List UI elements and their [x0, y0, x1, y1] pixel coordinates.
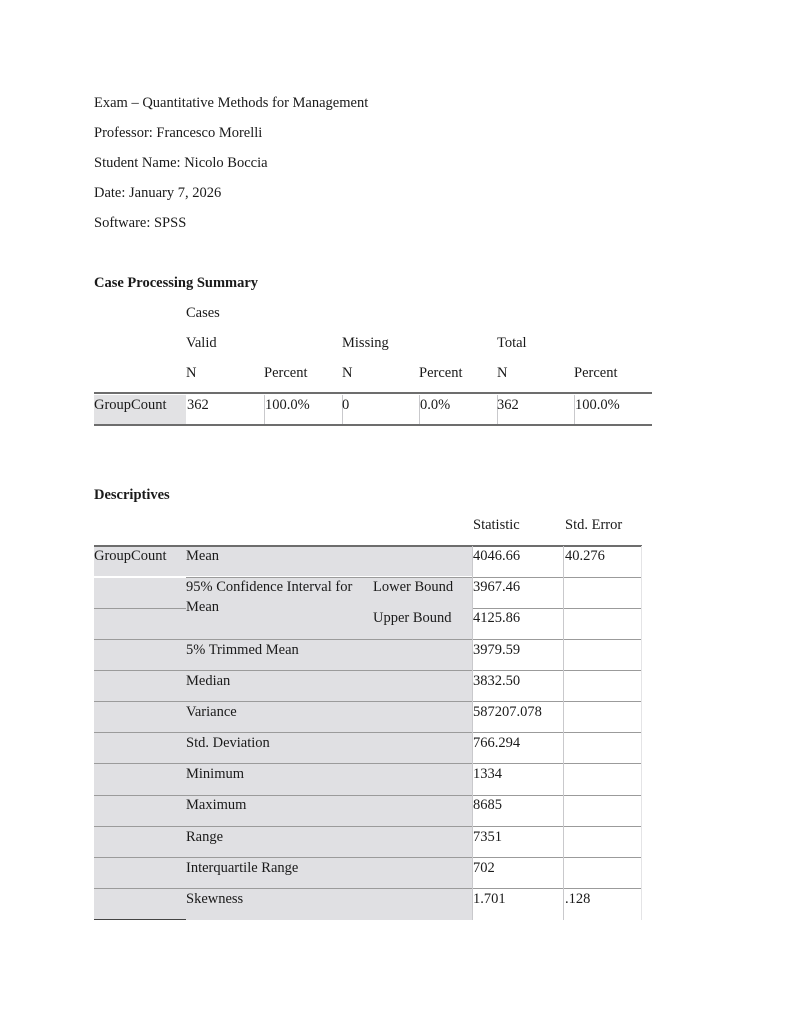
desc-label-median: Median: [186, 673, 231, 689]
desc-row-rule: [94, 639, 642, 640]
missing-percent-header: Percent: [419, 365, 463, 381]
exam-title: Exam – Quantitative Methods for Management: [94, 95, 369, 111]
desc-stat-variance: 587207.078: [473, 704, 542, 720]
desc-stat-mean: 4046.66: [473, 548, 521, 564]
desc-row-rule: [94, 763, 642, 764]
total-percent-header: Percent: [574, 365, 618, 381]
desc-row-rule: [94, 826, 642, 827]
cps-top-rule: [94, 392, 652, 394]
desc-row-rule: [94, 732, 642, 733]
desc-ci-label-line1: 95% Confidence Interval for: [186, 579, 353, 595]
valid-percent-header: Percent: [264, 365, 308, 381]
desc-row-rule: [94, 701, 642, 702]
cps-valid-percent: 100.0%: [265, 397, 310, 413]
desc-stat-std-deviation: 766.294: [473, 735, 521, 751]
desc-stat-maximum: 8685: [473, 797, 502, 813]
desc-stat-median: 3832.50: [473, 673, 521, 689]
valid-header: Valid: [186, 335, 217, 351]
total-n-header: N: [497, 365, 508, 381]
cps-missing-n: 0: [342, 397, 350, 413]
desc-divider: [641, 546, 642, 920]
desc-shade-label-col: [94, 609, 186, 639]
case-processing-summary-title: Case Processing Summary: [94, 275, 259, 291]
desc-label-range: Range: [186, 829, 224, 845]
cps-bottom-rule: [94, 424, 652, 426]
desc-stat-minimum: 1334: [473, 766, 502, 782]
desc-label-minimum: Minimum: [186, 766, 245, 782]
student-name-line: Student Name: Nicolo Boccia: [94, 155, 268, 171]
software-line: Software: SPSS: [94, 215, 187, 231]
desc-label-interquartile-range: Interquartile Range: [186, 860, 299, 876]
missing-n-header: N: [342, 365, 353, 381]
desc-label-std-deviation: Std. Deviation: [186, 735, 270, 751]
valid-n-header: N: [186, 365, 197, 381]
cps-data-row: [94, 395, 652, 424]
desc-row-rule: [94, 888, 642, 889]
desc-bottom-rule: [94, 919, 186, 920]
professor-line: Professor: Francesco Morelli: [94, 125, 263, 141]
std-error-header: Std. Error: [565, 517, 623, 533]
cases-header: Cases: [186, 305, 220, 321]
desc-stat-interquartile-range: 702: [473, 860, 495, 876]
desc-label-skewness: Skewness: [186, 891, 244, 907]
descriptives-title: Descriptives: [94, 487, 170, 503]
desc-top-rule: [94, 545, 642, 547]
desc-variable-label: GroupCount: [94, 548, 167, 564]
desc-label-upper-bound: Upper Bound: [373, 610, 452, 626]
desc-label-trimmed-mean: 5% Trimmed Mean: [186, 642, 299, 658]
total-header: Total: [497, 335, 527, 351]
desc-se-skewness: .128: [565, 891, 591, 907]
date-line: Date: January 7, 2026: [94, 185, 222, 201]
desc-row-rule: [94, 670, 642, 671]
cps-total-n: 362: [497, 397, 519, 413]
desc-stat-lower-bound: 3967.46: [473, 579, 521, 595]
desc-stat-range: 7351: [473, 829, 502, 845]
desc-label-mean: Mean: [186, 548, 220, 564]
desc-divider: [563, 546, 564, 920]
desc-shade-label-col: [94, 578, 186, 608]
desc-se-mean: 40.276: [565, 548, 605, 564]
desc-label-variance: Variance: [186, 704, 237, 720]
desc-row-rule: [94, 857, 642, 858]
desc-row-rule: [94, 795, 642, 796]
desc-shade-body: [94, 640, 472, 920]
desc-label-lower-bound: Lower Bound: [373, 579, 454, 595]
desc-stat-upper-bound: 4125.86: [473, 610, 521, 626]
statistic-header: Statistic: [473, 517, 520, 533]
cps-row-label: GroupCount: [94, 397, 167, 413]
cps-valid-n: 362: [187, 397, 209, 413]
desc-ci-label-line2: Mean: [186, 599, 220, 615]
desc-row-rule: [94, 608, 186, 609]
cps-missing-percent: 0.0%: [420, 397, 451, 413]
desc-stat-skewness: 1.701: [473, 891, 506, 907]
cps-total-percent: 100.0%: [575, 397, 620, 413]
desc-stat-trimmed-mean: 3979.59: [473, 642, 521, 658]
desc-label-maximum: Maximum: [186, 797, 247, 813]
missing-header: Missing: [342, 335, 389, 351]
